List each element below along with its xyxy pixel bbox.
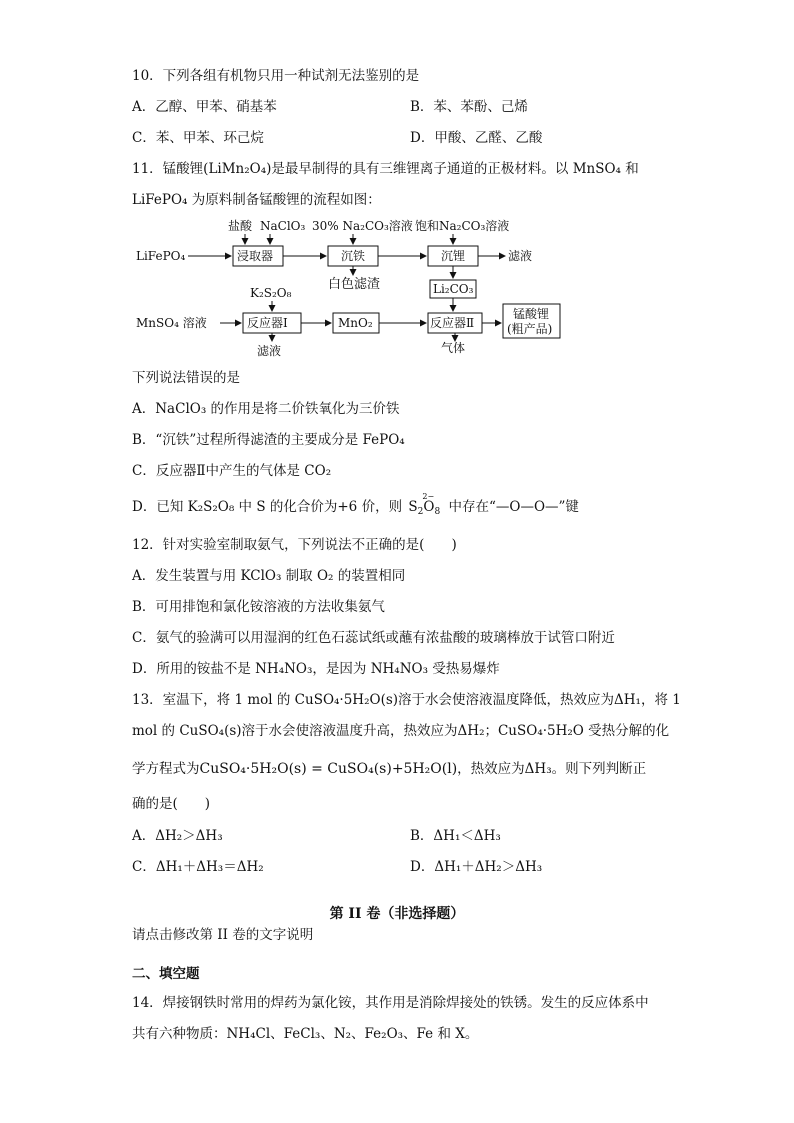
q13-line4: 确的是( ) [132, 796, 211, 812]
q11-option-c: C．反应器Ⅱ中产生的气体是 CO₂ [132, 463, 332, 479]
start-lifepo4: LiFePO₄ [136, 249, 186, 263]
li-precip-label: 沉锂 [441, 249, 466, 263]
q12-option-b: B．可用排饱和氯化铵溶液的方法收集氨气 [132, 599, 385, 615]
q13-option-c: C．ΔH₁＋ΔH₃＝ΔH₂ [132, 859, 264, 875]
q13-line2: mol 的 CuSO₄(s)溶于水会使溶液温度升高，热效应为ΔH₂；CuSO₄·5H₂O 受热分解的化 [132, 723, 670, 739]
fill-in-heading: 二、填空题 [132, 966, 200, 982]
reagent-na2co3-30: 30% Na₂CO₃溶液 [312, 219, 413, 233]
reagent-na2co3-sat: 饱和Na₂CO₃溶液 [415, 219, 510, 233]
q11-option-d-post: 中存在“—O—O—”键 [448, 499, 579, 515]
q13-line3-pre: 学方程式为 [132, 761, 200, 777]
reagent-naclo3: NaClO₃ [260, 219, 306, 233]
q10-option-b: B．苯、苯酚、己烯 [410, 99, 528, 115]
q13-line3-post: ，热效应为ΔH₃。则下列判断正 [457, 761, 647, 777]
iron-precip-label: 沉铁 [341, 249, 366, 263]
section-ii-note: 请点击修改第 II 卷的文字说明 [132, 927, 314, 943]
q13-option-d: D．ΔH₁＋ΔH₂＞ΔH₃ [410, 859, 543, 875]
q10-option-d: D．甲酸、乙醛、乙酸 [410, 130, 543, 146]
q11-option-a: A．NaClO₃ 的作用是将二价铁氧化为三价铁 [132, 401, 400, 417]
process-flow-diagram [130, 212, 580, 362]
q11-stem-line1: 11．锰酸锂(LiMn₂O₄)是最早制得的具有三维锂离子通道的正极材料。以 MnSO₄ 和 [132, 161, 639, 177]
gas-output: 气体 [441, 341, 466, 355]
start-mnso4: MnSO₄ 溶液 [136, 316, 207, 330]
q11-option-b: B．“沉铁”过程所得滤渣的主要成分是 FePO₄ [132, 432, 405, 448]
white-residue: 白色滤渣 [328, 277, 381, 292]
q10-option-c: C．苯、甲苯、环己烷 [132, 130, 264, 146]
q11-stem-line2: LiFePO₄ 为原料制备锰酸锂的流程如图： [132, 192, 381, 208]
q12-stem: 12．针对实验室制取氨气，下列说法不正确的是( ) [132, 537, 457, 553]
q13-line1: 13．室温下，将 1 mol 的 CuSO₄·5H₂O(s)溶于水会使溶液温度降低，热效应为ΔH₁，将 1 [132, 692, 681, 708]
leach-label: 浸取器 [237, 249, 274, 263]
q11-option-d [132, 492, 579, 522]
filtrate-2: 滤液 [257, 344, 282, 358]
mno2-label: MnO₂ [338, 316, 373, 330]
q11-option-d-pre: D．已知 K₂S₂O₈ 中 S 的化合价为+6 价，则 [132, 499, 403, 515]
q12-option-c: C．氨气的验满可以用湿润的红色石蕊试纸或蘸有浓盐酸的玻璃棒放于试管口附近 [132, 630, 615, 646]
q13-line3 [132, 759, 646, 779]
filtrate-1: 滤液 [508, 249, 533, 263]
q14-line1: 14．焊接钢铁时常用的焊药为氯化铵，其作用是消除焊接处的铁锈。发生的反应体系中 [132, 995, 649, 1011]
q13-option-b: B．ΔH₁＜ΔH₃ [410, 828, 501, 844]
q12-option-a: A．发生装置与用 KClO₃ 制取 O₂ 的装置相同 [132, 568, 406, 584]
q13-option-a: A．ΔH₂＞ΔH₃ [132, 828, 223, 844]
reagent-k2s2o8: K₂S₂O₈ [250, 286, 292, 300]
reactor1-label: 反应器Ⅰ [247, 316, 288, 330]
section-ii-title: 第 II 卷（非选择题） [329, 906, 465, 922]
q12-option-d: D．所用的铵盐不是 NH₄NO₃，是因为 NH₄NO₃ 受热易爆炸 [132, 661, 500, 677]
decomposition-equation: CuSO₄·5H₂O(s) = CuSO₄(s)+5H₂O(l) [199, 761, 458, 777]
q11-prompt: 下列说法错误的是 [132, 370, 240, 386]
product-label-2: (粗产品) [507, 322, 553, 336]
reactor2-label: 反应器Ⅱ [430, 316, 475, 330]
q10-option-a: A．乙醇、甲苯、硝基苯 [132, 99, 277, 115]
li2co3-label: Li₂CO₃ [433, 282, 474, 296]
reagent-hcl: 盐酸 [228, 219, 253, 233]
q14-line2: 共有六种物质：NH₄Cl、FeCl₃、N₂、Fe₂O₃、Fe 和 X。 [132, 1026, 479, 1042]
s2o8-ion-formula: $S_2O_8$ 2− [408, 492, 441, 517]
product-label-1: 锰酸锂 [513, 307, 550, 321]
q10-stem: 10．下列各组有机物只用一种试剂无法鉴别的是 [132, 68, 420, 84]
